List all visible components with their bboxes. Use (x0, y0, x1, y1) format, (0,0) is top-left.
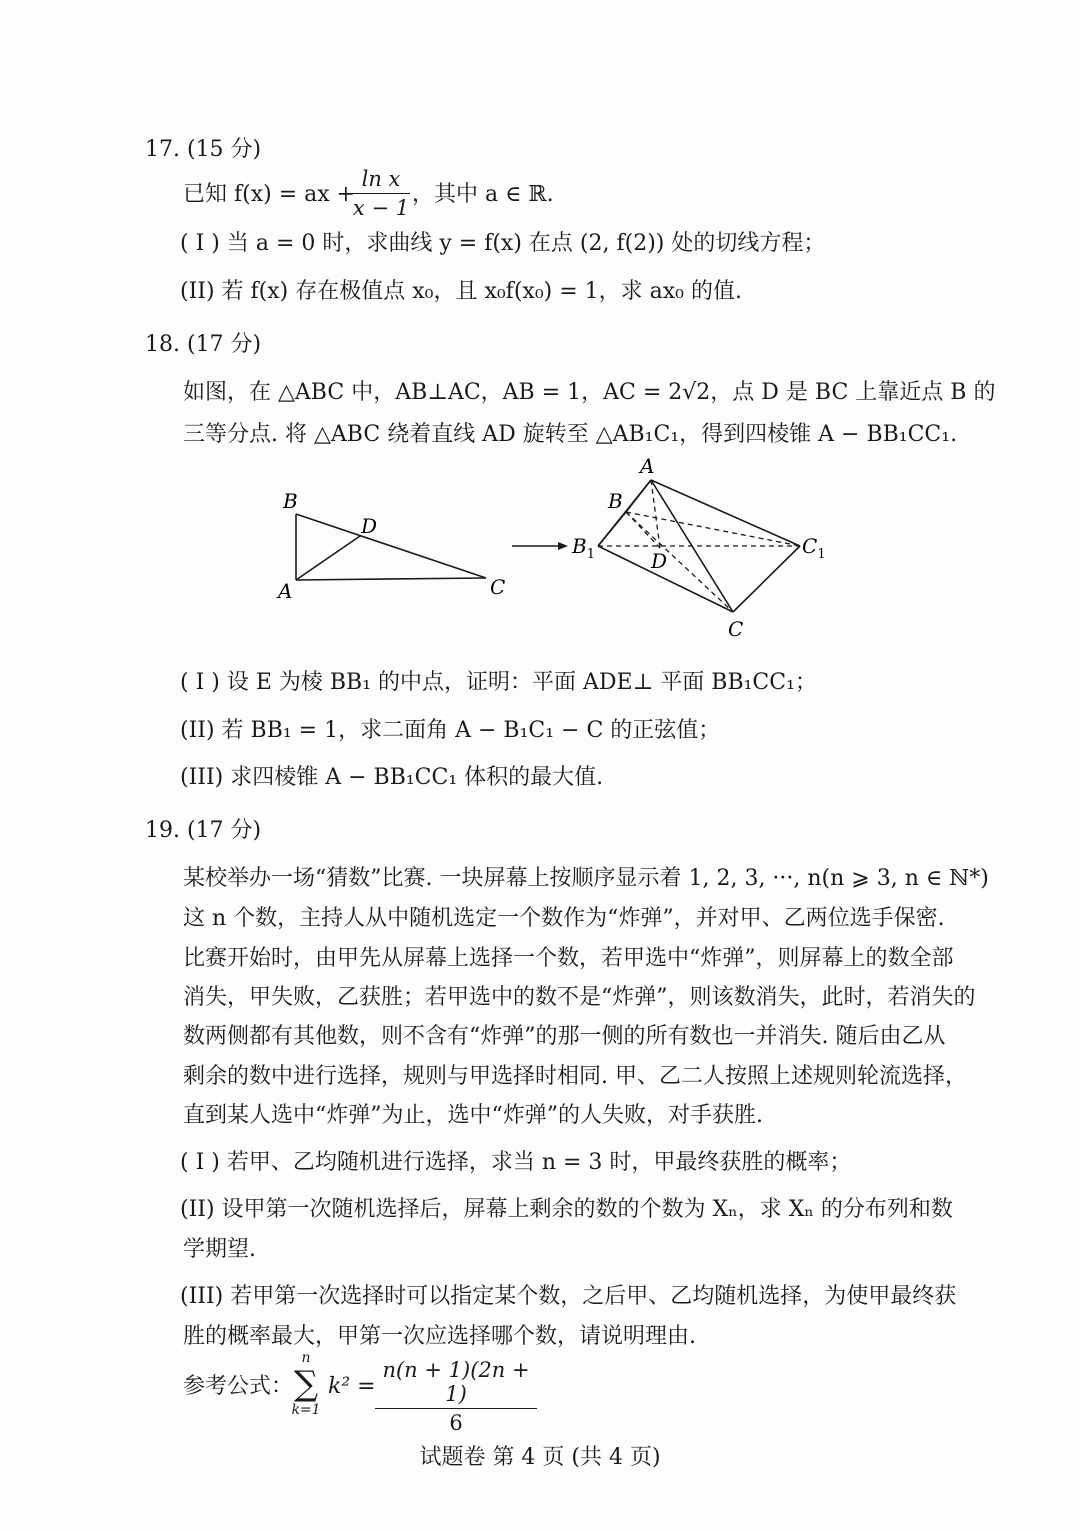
q18-text-line2: 三等分点. 将 △ABC 绕着直线 AD 旋转至 △AB₁C₁，得到四棱锥 A − BB₁CC₁. (183, 422, 958, 447)
q18-figure (0, 450, 1080, 645)
q19-heading: 19. (17 分) (145, 818, 262, 843)
formula-denominator: 6 (449, 1411, 463, 1435)
q19-text-line: 消失，甲失败，乙获胜；若甲选中的数不是“炸弹”，则该数消失，此时，若消失的 (183, 985, 976, 1010)
q19-text-line: 这 n 个数，主持人从中随机选定一个数作为“炸弹”，并对甲、乙两位选手保密. (183, 906, 945, 931)
page-footer: 试题卷 第 4 页 (共 4 页) (419, 1445, 661, 1470)
q17-part2: (II) 若 f(x) 存在极值点 x₀，且 x₀f(x₀) = 1，求 ax₀ 的值. (180, 279, 742, 304)
formula-numerator: n(n + 1)(2n + 1) (382, 1358, 530, 1406)
sum-upper-limit: n (301, 1350, 311, 1366)
label-c: C (490, 575, 506, 599)
label-d-pyramid: D (651, 549, 668, 573)
sum-lower-limit: k=1 (291, 1402, 321, 1418)
formula-fraction (375, 1358, 537, 1435)
q18-heading: 18. (17 分) (145, 332, 262, 357)
q18-part2: (II) 若 BB₁ = 1，求二面角 A − B₁C₁ − C 的正弦值； (180, 718, 721, 743)
q19-part1: ( I ) 若甲、乙均随机进行选择，求当 n = 3 时，甲最终获胜的概率； (180, 1150, 852, 1175)
q18-text-line1: 如图，在 △ABC 中，AB⊥AC，AB = 1，AC = 2√2，点 D 是 BC 上靠近点 B 的 (183, 380, 996, 405)
q19-part3-line2: 胜的概率最大，甲第一次应选择哪个数，请说明理由. (183, 1324, 696, 1349)
q17-fraction-denominator: x − 1 (352, 196, 410, 220)
summation (286, 1350, 326, 1418)
q19-text-line: 直到某人选中“炸弹”为止，选中“炸弹”的人失败，对手获胜. (183, 1103, 763, 1128)
q17-intro-start: 已知 f(x) = ax + (183, 182, 356, 207)
arrow-icon (512, 542, 568, 550)
q19-part2-line1: (II) 设甲第一次随机选择后，屏幕上剩余的数的个数为 Xₙ，求 Xₙ 的分布列和数 (180, 1197, 953, 1222)
label-c1-pyramid: $C_1$ (802, 534, 826, 562)
pyramid-hidden-edges (598, 480, 800, 612)
label-a: A (278, 579, 293, 603)
q19-text-line: 数两侧都有其他数，则不含有“炸弹”的那一侧的所有数也一并消失. 随后由乙从 (183, 1024, 946, 1049)
q19-text-line: 某校举办一场“猜数”比赛. 一块屏幕上按顺序显示着 1, 2, 3, ···, n(n ⩾ 3, n ∈ ℕ*) (183, 866, 989, 891)
sum-sign: ∑ (293, 1364, 319, 1404)
fraction-bar (352, 193, 410, 194)
label-d: D (361, 514, 378, 538)
q17-fraction (352, 167, 410, 220)
label-b1-pyramid: $B_1$ (572, 534, 595, 562)
q17-part1: ( I ) 当 a = 0 时，求曲线 y = f(x) 在点 (2, f(2)) 处的切线方程； (180, 231, 826, 256)
sum-term: k² = (328, 1374, 376, 1399)
formula-label: 参考公式： (183, 1374, 294, 1399)
q19-part3-line1: (III) 若甲第一次选择时可以指定某个数，之后甲、乙均随机选择，为使甲最终获 (180, 1284, 957, 1309)
q19-part2-line2: 学期望. (183, 1237, 256, 1262)
label-b: B (283, 489, 298, 513)
q17-heading: 17. (15 分) (145, 137, 262, 162)
q19-text-line: 比赛开始时，由甲先从屏幕上选择一个数，若甲选中“炸弹”，则屏幕上的数全部 (183, 946, 954, 971)
label-a-pyramid: A (640, 454, 655, 478)
triangle-abc-figure (296, 514, 486, 580)
q17-fraction-numerator: ln x (361, 167, 401, 191)
q18-part1: ( I ) 设 E 为棱 BB₁ 的中点，证明：平面 ADE⊥ 平面 BB₁CC₁； (180, 670, 817, 695)
q18-part3: (III) 求四棱锥 A − BB₁CC₁ 体积的最大值. (180, 765, 604, 790)
q19-text-line: 剩余的数中进行选择，规则与甲选择时相同. 甲、乙二人按照上述规则轮流选择， (183, 1064, 967, 1089)
label-c-pyramid: C (728, 617, 744, 641)
label-b-pyramid: B (608, 489, 623, 513)
q17-intro-end: ，其中 a ∈ ℝ. (412, 182, 554, 207)
fraction-bar (375, 1408, 537, 1409)
